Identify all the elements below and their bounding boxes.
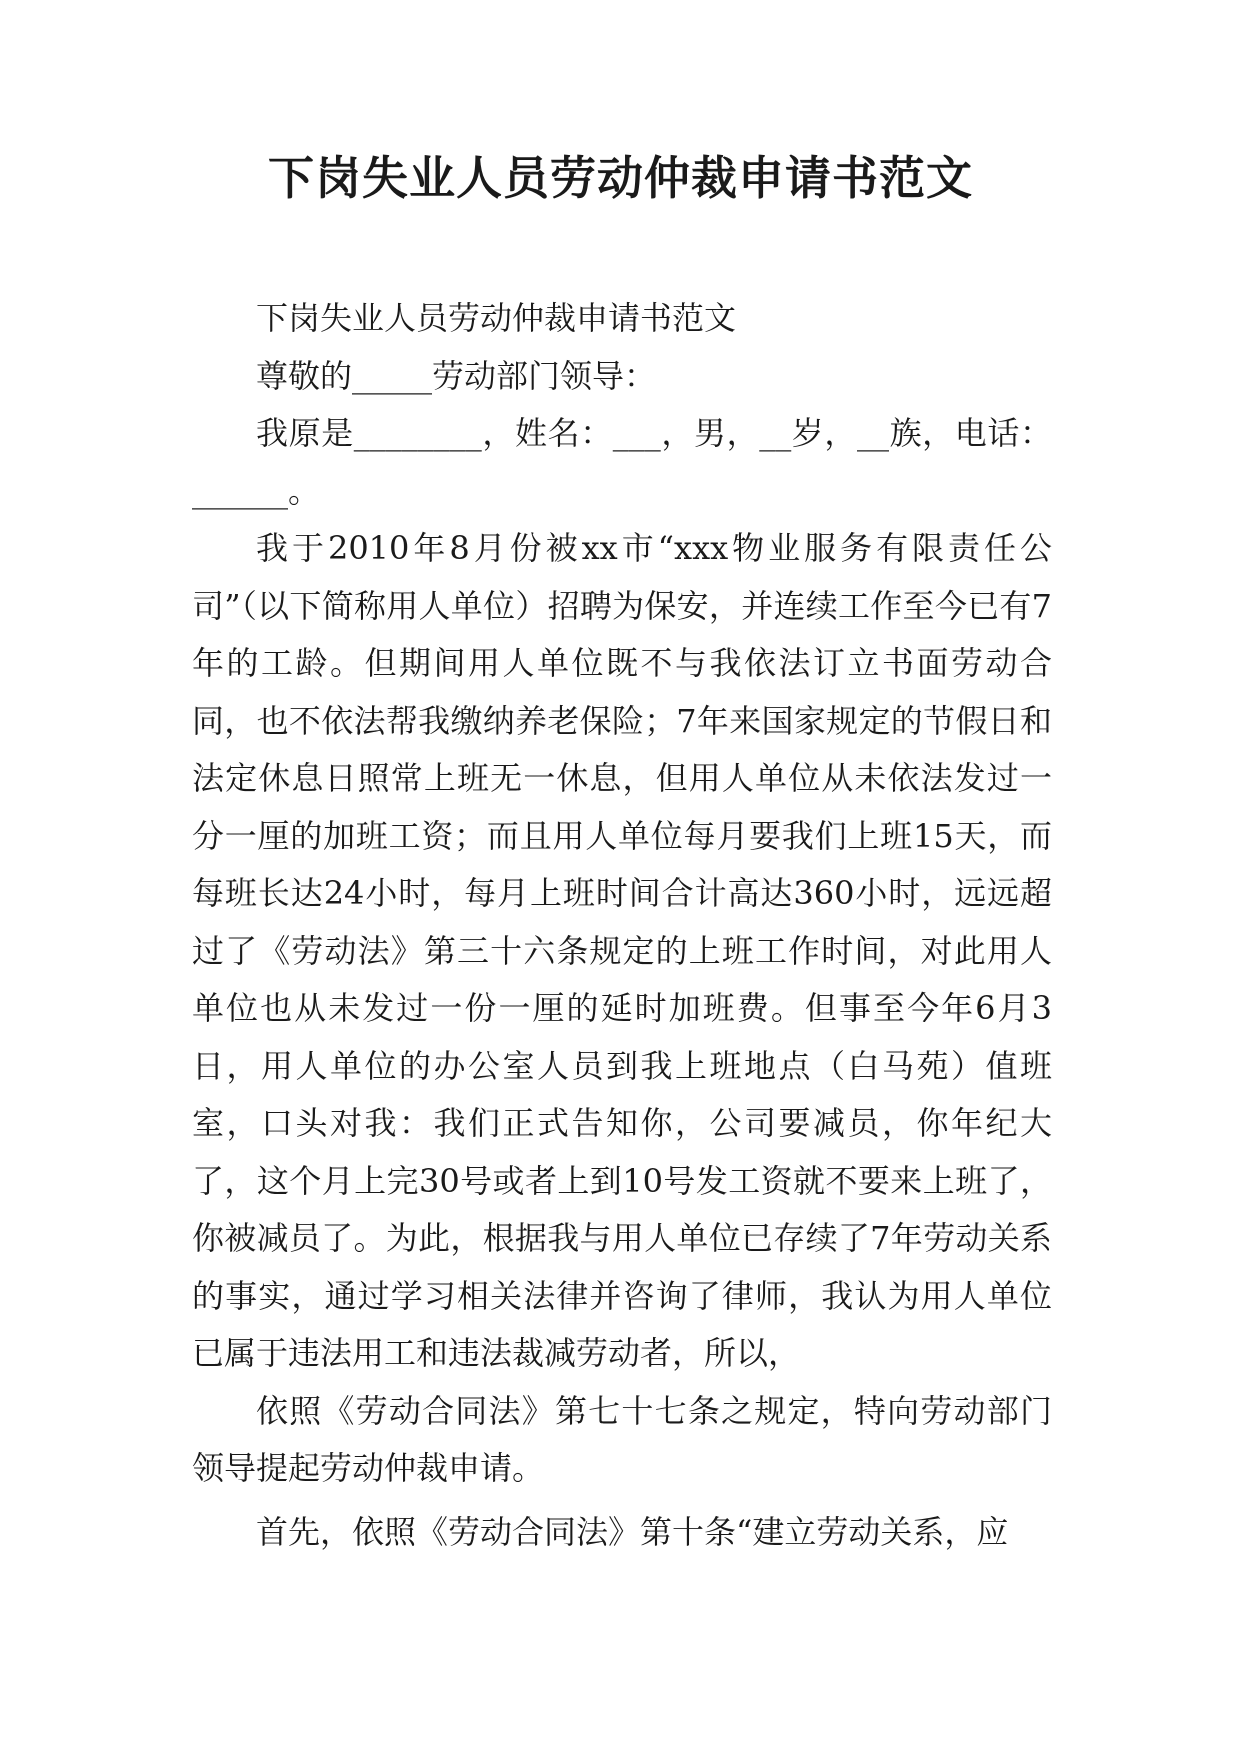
- document-title: 下岗失业人员劳动仲裁申请书范文: [268, 151, 973, 205]
- paragraph-facts: 我于2010年8月份被xx市“xxx物业服务有限责任公司”（以下简称用人单位）招聘为保安，并连续工作至今已有7年的工龄。但期间用人单位既不与我依法订立书面劳动合同，也不依法帮我缴纳养老保险；7年来国家规定的节假日和法定休息日照常上班无一休息，但用人单位从未依法发过一分一厘的加班工资；而且用人单位每月要我们上班15天，而每班长达24小时，每月上班时间合计高达360小时，远远超过了《劳动法》第三十六条规定的上班工作时间，对此用人单位也从未发过一份一厘的延时加班费。但事至今年6月3日，用人单位的办公室人员到我上班地点（白马苑）值班室，口头对我：我们正式告知你，公司要减员，你年纪大了，这个月上完30号或者上到10号发工资就不要来上班了，你被减员了。为此，根据我与用人单位已存续了7年劳动关系的事实，通过学习相关法律并咨询了律师，我认为用人单位已属于违法用工和违法裁减劳动者，所以，: [192, 529, 1052, 1372]
- paragraph-salutation: 尊敬的_____劳动部门领导：: [256, 356, 657, 395]
- paragraph-personal-info: 我原是________，姓名：___，男，__岁，__族，电话：______。: [192, 414, 1052, 510]
- paragraph-legal-basis: 依照《劳动合同法》第七十七条之规定，特向劳动部门领导提起劳动仲裁申请。: [192, 1391, 1052, 1487]
- document-body: [192, 290, 1052, 1561]
- paragraph-first-point: 首先，依照《劳动合同法》第十条“建立劳动关系，应: [256, 1512, 1009, 1551]
- paragraph-subtitle: 下岗失业人员劳动仲裁申请书范文: [256, 299, 737, 337]
